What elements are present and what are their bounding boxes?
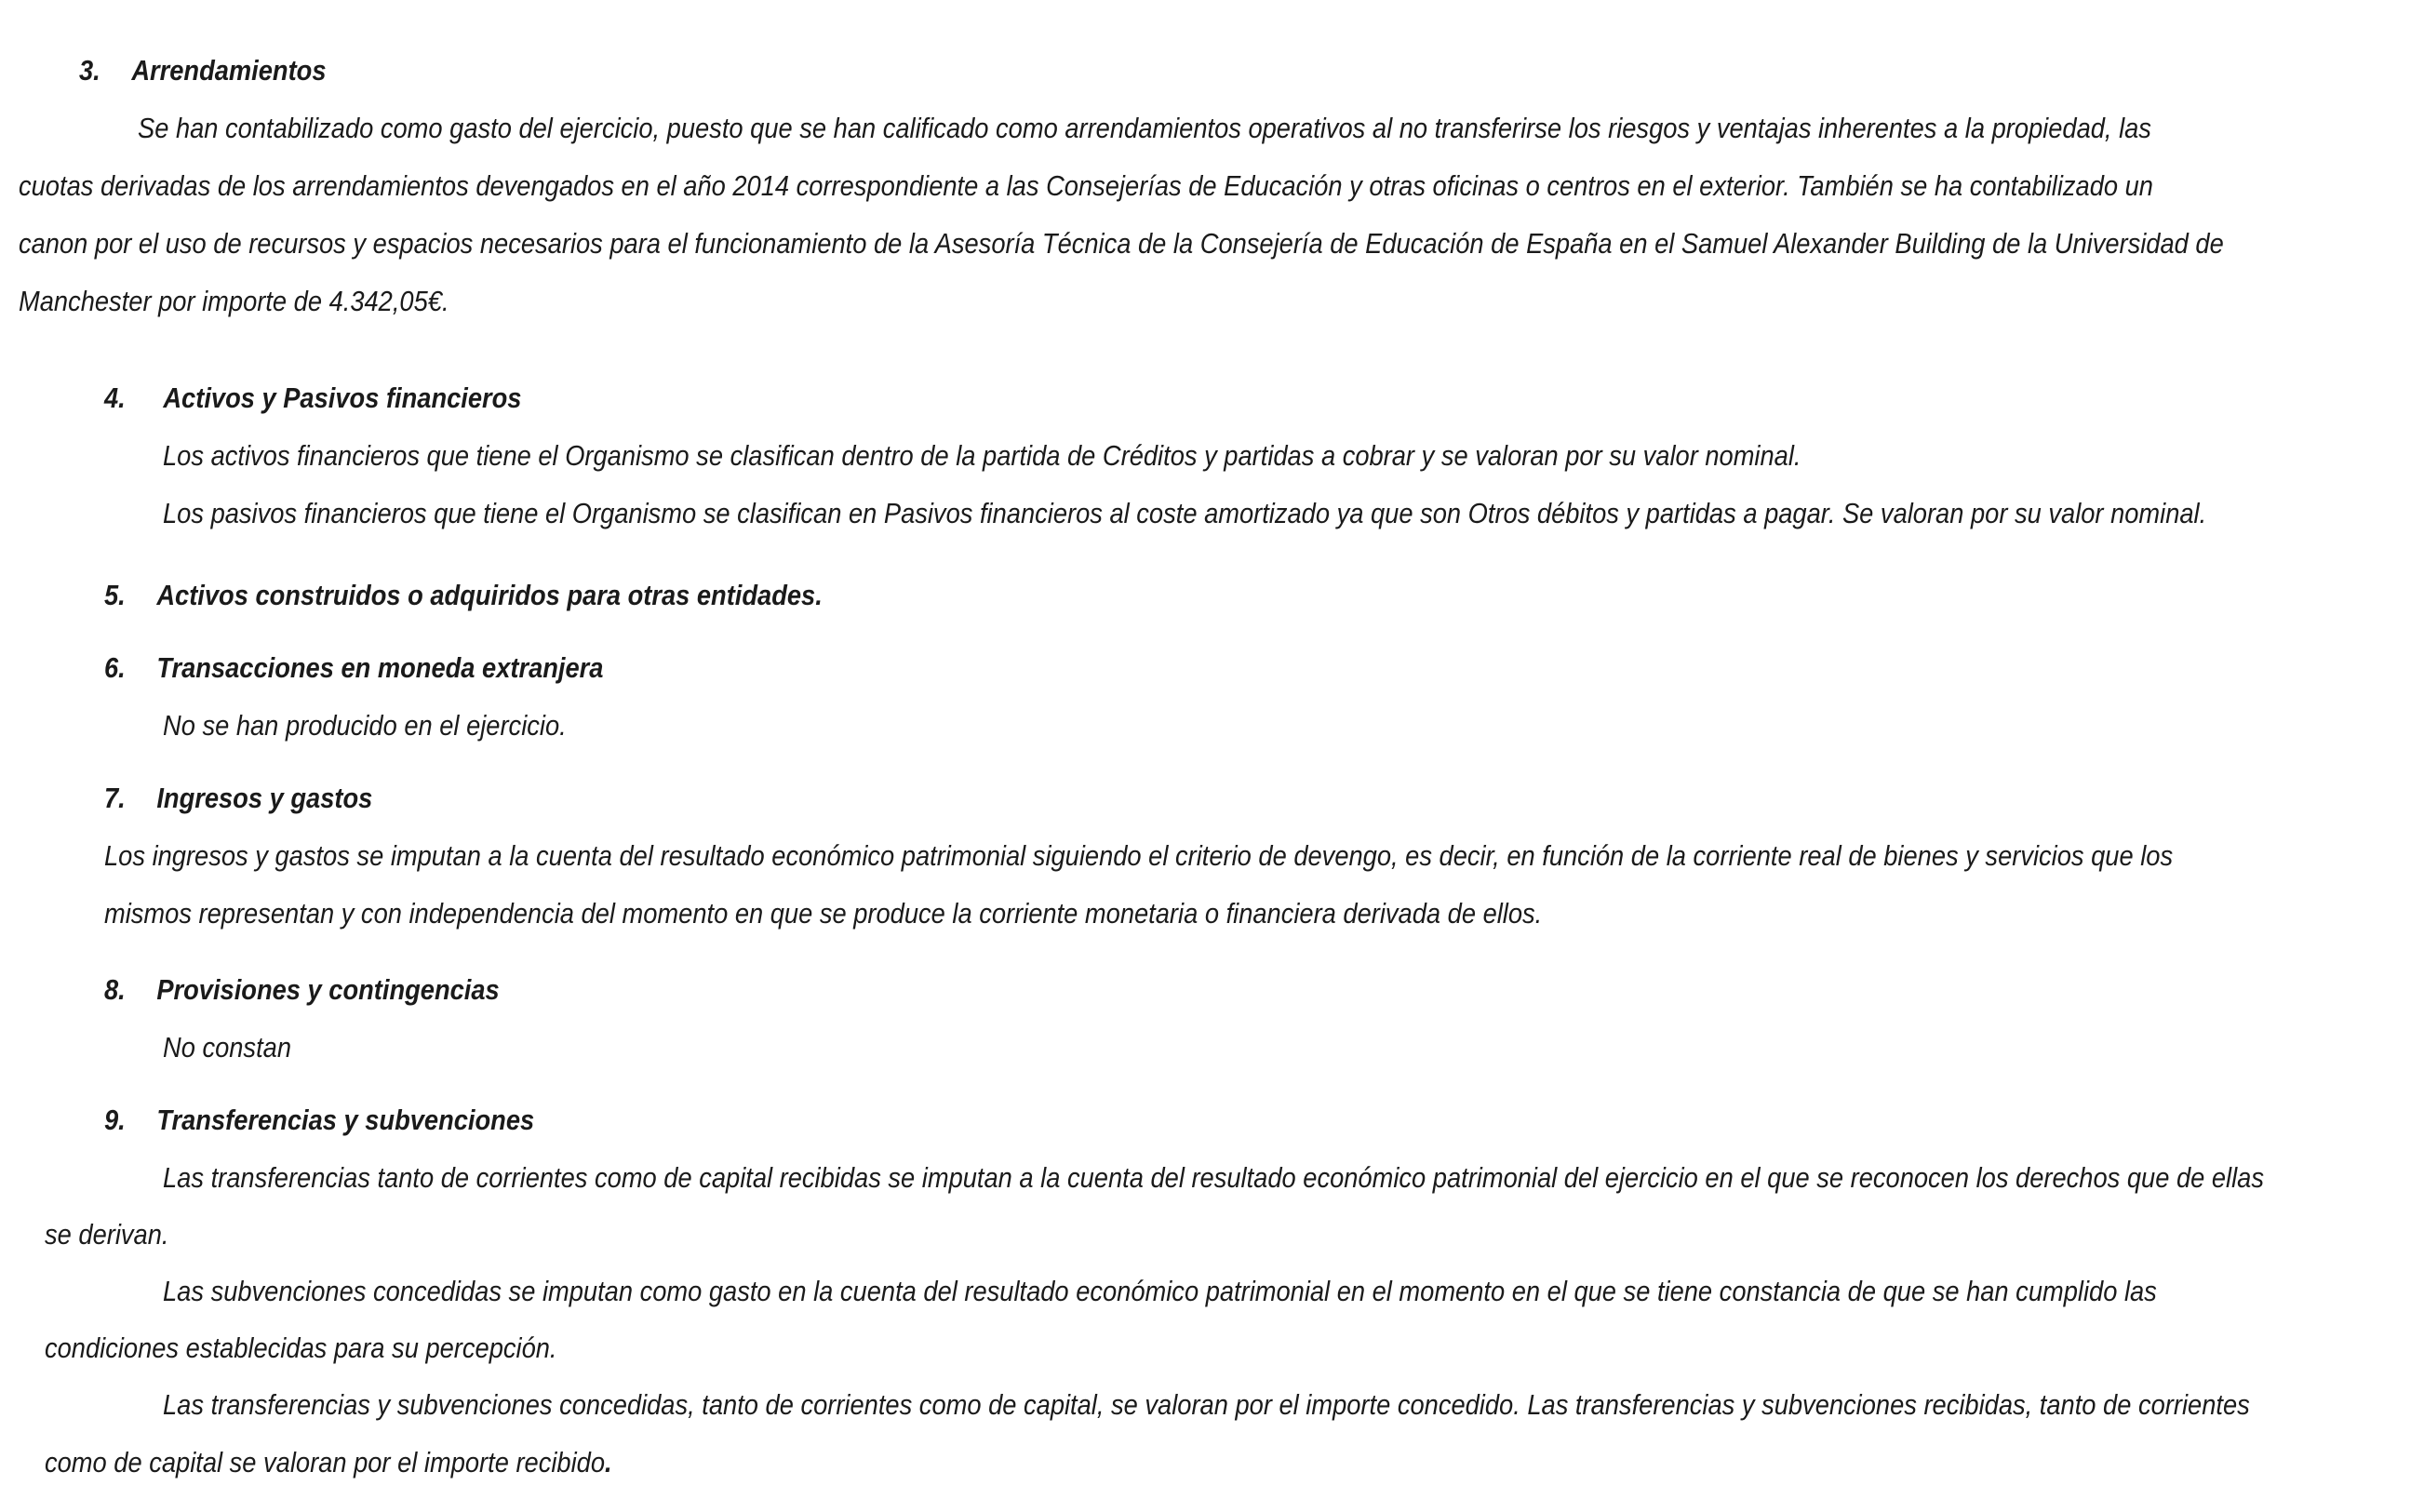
section-6-title: Transacciones en moneda extranjera [156, 651, 604, 684]
section-3-heading [79, 52, 327, 89]
section-9-final-period: . [604, 1446, 612, 1479]
section-7-title: Ingresos y gastos [156, 782, 373, 814]
section-4-line-1: Los activos financieros que tiene el Organismo se clasifican dentro de la partida de Créditos y partidas a cobrar y se valoran por su valor nominal. [163, 439, 1801, 472]
section-4-title: Activos y Pasivos financieros [163, 381, 522, 414]
section-7-line-2: mismos representan y con independencia del momento en que se produce la corriente monetaria o financiera derivada de ellos. [104, 897, 1543, 930]
section-7-line-1: Los ingresos y gastos se imputan a la cuenta del resultado económico patrimonial siguiendo el criterio de devengo, es decir, en función de la corriente real de bienes y servicios que los [104, 839, 2174, 872]
section-7-number: 7. [104, 782, 126, 814]
section-8-heading [104, 971, 500, 1009]
section-3-line-4: Manchester por importe de 4.342,05€. [19, 285, 449, 317]
section-9-title: Transferencias y subvenciones [156, 1104, 535, 1136]
section-4-heading [104, 380, 521, 417]
section-9-heading [104, 1102, 534, 1139]
section-6-line-1: No se han producido en el ejercicio. [163, 709, 567, 742]
section-9-number: 9. [104, 1104, 126, 1136]
section-7-heading [104, 780, 372, 817]
section-3-title: Arrendamientos [131, 54, 327, 87]
section-3-line-3: canon por el uso de recursos y espacios necesarios para el funcionamiento de la Asesoría Técnica de la Consejería de Educación de España en el Samuel Alexander Building de la Universidad de [19, 227, 2224, 260]
section-5-number: 5. [104, 579, 126, 611]
section-3-line-1: Se han contabilizado como gasto del ejercicio, puesto que se han calificado como arrendamientos operativos al no transferirse los riesgos y ventajas inherentes a la propiedad, las [138, 112, 2151, 144]
section-9-line-6 [45, 1444, 612, 1481]
section-9-line-3: Las subvenciones concedidas se imputan como gasto en la cuenta del resultado económico patrimonial en el momento en el que se tiene constancia de que se han cumplido las [163, 1275, 2157, 1307]
section-9-line-1: Las transferencias tanto de corrientes como de capital recibidas se imputan a la cuenta del resultado económico patrimonial del ejercicio en el que se reconocen los derechos que de ellas [163, 1161, 2264, 1194]
section-9-line-6-text: como de capital se valoran por el importe recibido [45, 1446, 605, 1479]
section-5-heading [104, 577, 823, 614]
section-3-number: 3. [79, 54, 100, 87]
section-6-number: 6. [104, 651, 126, 684]
section-8-line-1: No constan [163, 1031, 292, 1064]
section-4-number: 4. [104, 381, 126, 414]
section-8-number: 8. [104, 973, 126, 1006]
section-9-line-4: condiciones establecidas para su percepción. [45, 1331, 557, 1364]
section-6-heading [104, 649, 603, 687]
section-8-title: Provisiones y contingencias [156, 973, 500, 1006]
section-5-title: Activos construidos o adquiridos para otras entidades. [156, 579, 823, 611]
section-9-line-5: Las transferencias y subvenciones concedidas, tanto de corrientes como de capital, se valoran por el importe concedido. Las transferencias y subvenciones recibidas, tanto de corrientes [163, 1388, 2250, 1421]
section-4-line-2: Los pasivos financieros que tiene el Organismo se clasifican en Pasivos financieros al coste amortizado ya que son Otros débitos y partidas a pagar. Se valoran por su valor nominal. [163, 497, 2207, 529]
section-3-line-2: cuotas derivadas de los arrendamientos devengados en el año 2014 correspondiente a las Consejerías de Educación y otras oficinas o centros en el exterior. También se ha contabilizado un [19, 169, 2153, 202]
section-9-line-2: se derivan. [45, 1218, 169, 1251]
